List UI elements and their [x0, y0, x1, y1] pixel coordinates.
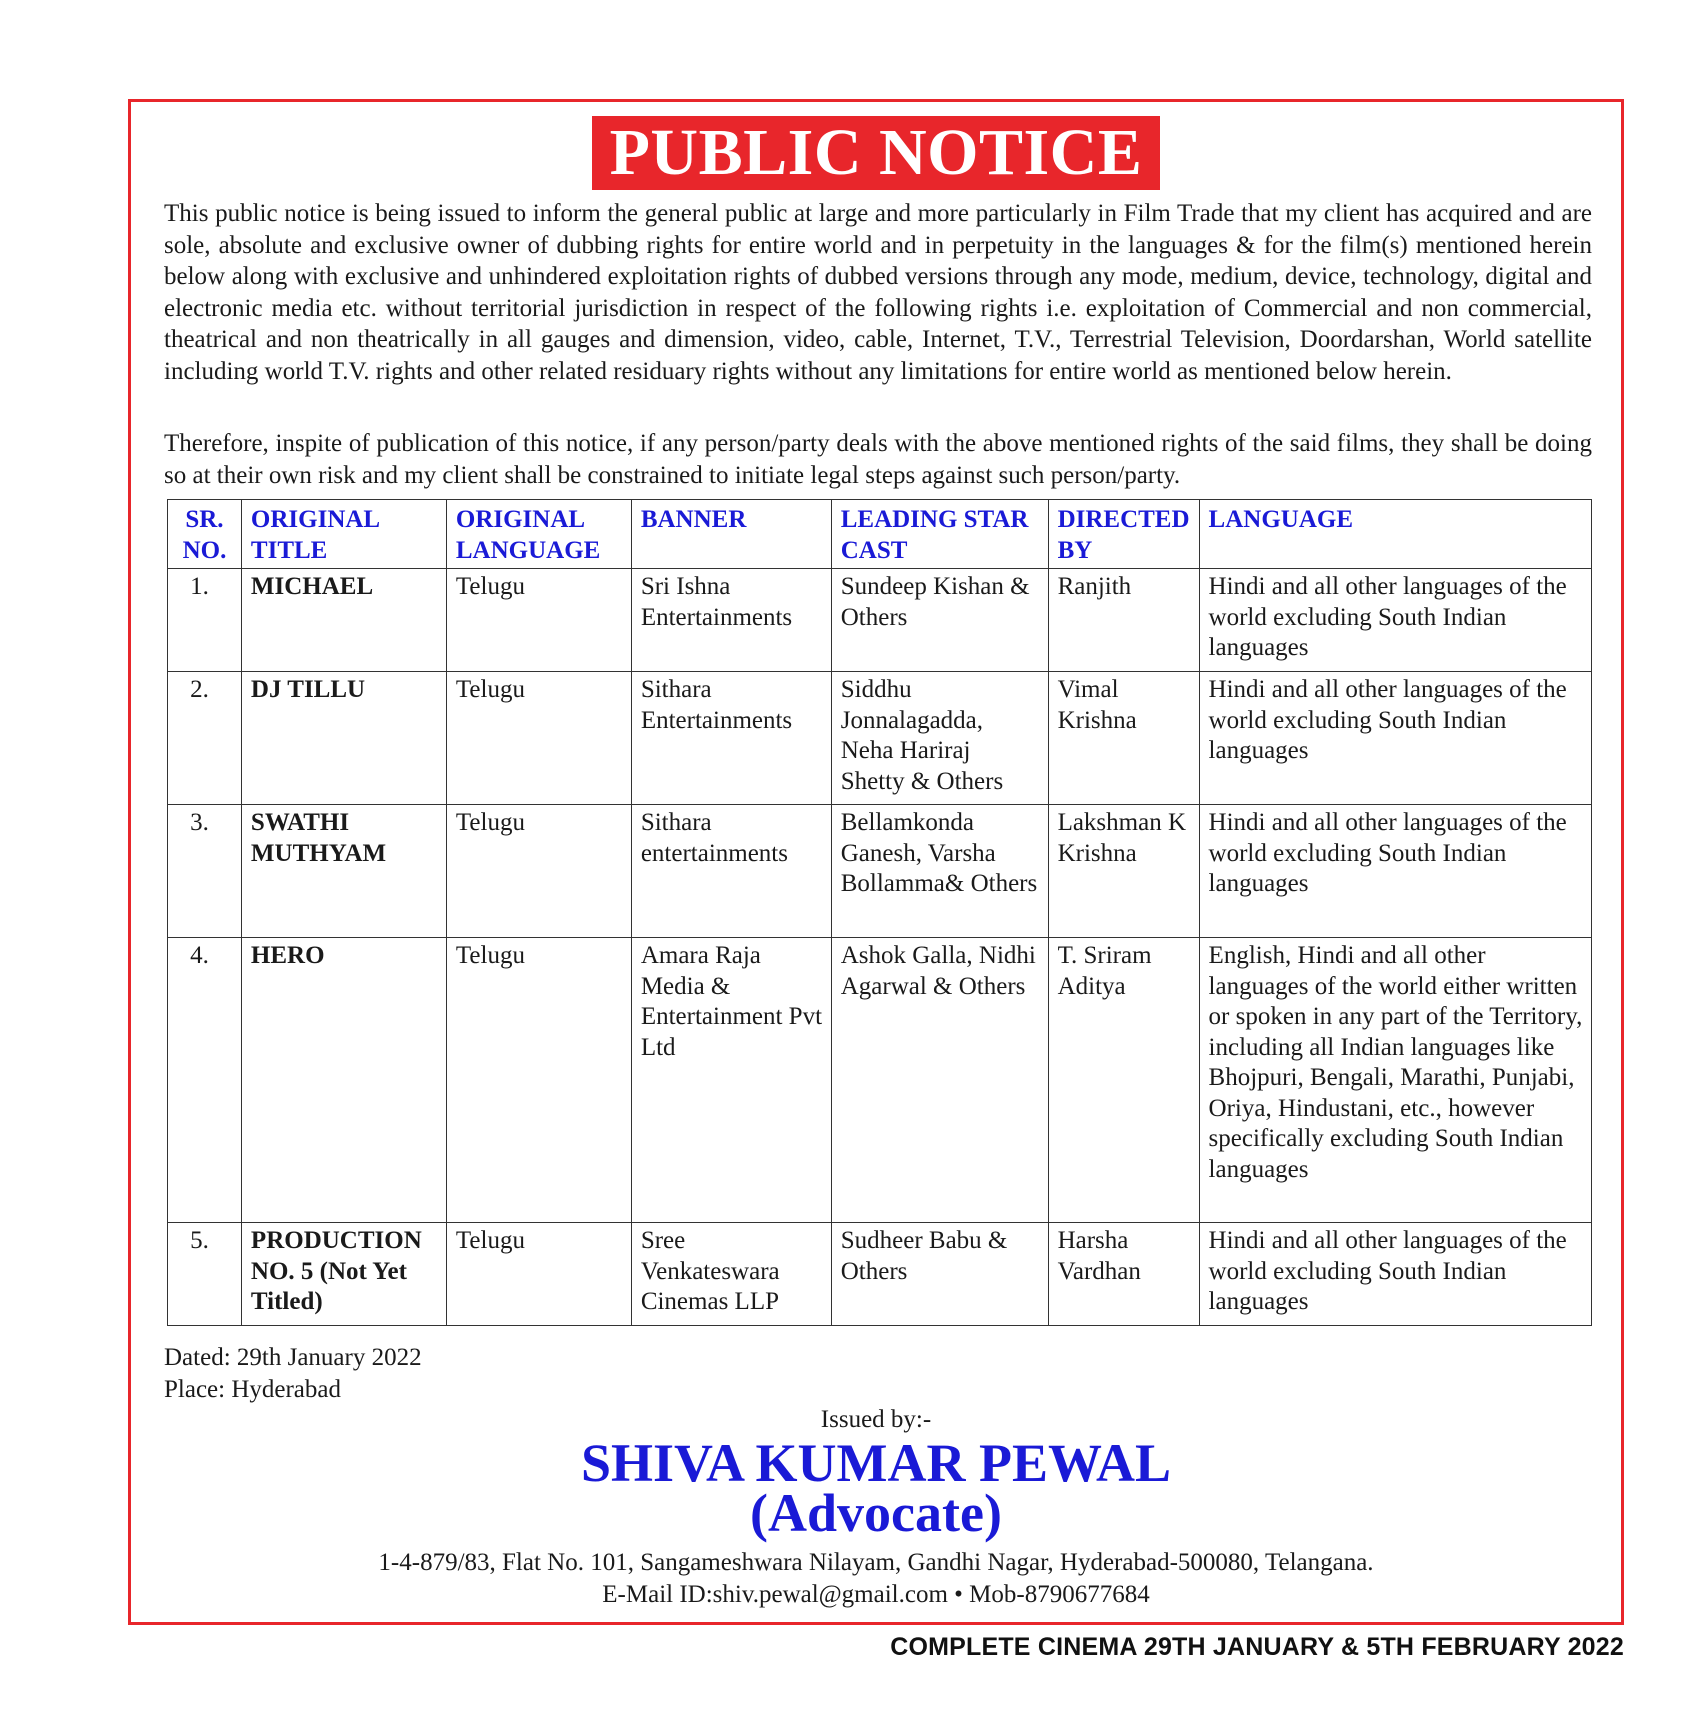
cell-banner: Sithara Entertainments	[631, 672, 831, 805]
cell-language: English, Hindi and all other languages of the world either written or spoken in any part of the Territory, including all Indian languages like Bhojpuri, Bengali, Marathi, Punjabi, Oriya, Hindustani, etc., however specifically excluding South Indian languages	[1199, 938, 1591, 1223]
cell-cast: Sudheer Babu & Others	[831, 1223, 1048, 1326]
header-leading-star-cast: LEADING STAR CAST	[831, 500, 1048, 569]
notice-border	[128, 99, 1624, 1625]
publication-footer: COMPLETE CINEMA 29TH JANUARY & 5TH FEBRUARY 2022	[890, 1633, 1624, 1661]
header-original-language: ORIGINAL LANGUAGE	[446, 500, 631, 569]
notice-place: Place: Hyderabad	[164, 1376, 342, 1403]
cell-cast: Siddhu Jonnalagadda, Neha Hariraj Shetty & Others	[831, 672, 1048, 805]
cell-title: HERO	[241, 938, 446, 1223]
cell-sr-no: 3.	[168, 805, 242, 938]
table-header-row	[168, 500, 1592, 569]
cell-sr-no: 4.	[168, 938, 242, 1223]
cell-director: Ranjith	[1048, 569, 1199, 672]
cell-cast: Ashok Galla, Nidhi Agarwal & Others	[831, 938, 1048, 1223]
table-row	[168, 672, 1592, 805]
cell-banner: Sithara entertainments	[631, 805, 831, 938]
cell-title: DJ TILLU	[241, 672, 446, 805]
cell-banner: Sri Ishna Entertainments	[631, 569, 831, 672]
issuer-address: 1-4-879/83, Flat No. 101, Sangameshwara Nilayam, Gandhi Nagar, Hyderabad-500080, Telangana.	[378, 1549, 1374, 1576]
table-row	[168, 569, 1592, 672]
cell-original-language: Telugu	[446, 938, 631, 1223]
cell-title: MICHAEL	[241, 569, 446, 672]
header-original-title: ORIGINAL TITLE	[241, 500, 446, 569]
notice-date: Dated: 29th January 2022	[164, 1344, 422, 1371]
header-banner: BANNER	[631, 500, 831, 569]
issuer-name: SHIVA KUMAR PEWAL	[580, 1433, 1172, 1493]
table-row	[168, 805, 1592, 938]
table-row	[168, 938, 1592, 1223]
cell-original-language: Telugu	[446, 672, 631, 805]
cell-sr-no: 2.	[168, 672, 242, 805]
notice-title: PUBLIC NOTICE	[592, 116, 1161, 190]
cell-language: Hindi and all other languages of the world excluding South Indian languages	[1199, 1223, 1591, 1326]
cell-banner: Sree Venkateswara Cinemas LLP	[631, 1223, 831, 1326]
cell-director: Vimal Krishna	[1048, 672, 1199, 805]
cell-director: Harsha Vardhan	[1048, 1223, 1199, 1326]
issuer-role: (Advocate)	[750, 1483, 1002, 1543]
table-row	[168, 1223, 1592, 1326]
header-directed-by: DIRECTED BY	[1048, 500, 1199, 569]
cell-language: Hindi and all other languages of the world excluding South Indian languages	[1199, 569, 1591, 672]
issuer-contact: E-Mail ID:shiv.pewal@gmail.com • Mob-8790677684	[602, 1581, 1150, 1608]
cell-sr-no: 5.	[168, 1223, 242, 1326]
cell-director: T. Sriram Aditya	[1048, 938, 1199, 1223]
cell-original-language: Telugu	[446, 805, 631, 938]
issued-by-label: Issued by:-	[820, 1406, 932, 1433]
notice-paragraph-warning: Therefore, inspite of publication of this notice, if any person/party deals with the above mentioned rights of the said films, they shall be doing so at their own risk and my client shall be constrained to initiate legal steps against such person/party.	[164, 430, 1592, 489]
cell-sr-no: 1.	[168, 569, 242, 672]
cell-language: Hindi and all other languages of the world excluding South Indian languages	[1199, 805, 1591, 938]
notice-paragraph-intro: This public notice is being issued to inform the general public at large and more particularly in Film Trade that my client has acquired and are sole, absolute and exclusive owner of dubbing rights for entire world and in perpetuity in the languages & for the film(s) mentioned herein below along with exclusive and unhindered exploitation rights of dubbed versions through any mode, medium, device, technology, digital and electronic media etc. without territorial jurisdiction in respect of the following rights i.e. exploitation of Commercial and non commercial, theatrical and non theatrically in all gauges and dimension, video, cable, Internet, T.V., Terrestrial Television, Doordarshan, World satellite including world T.V. rights and other related residuary rights without any limitations for entire world as mentioned below herein.	[164, 200, 1592, 385]
films-table	[167, 499, 1592, 1326]
cell-cast: Bellamkonda Ganesh, Varsha Bollamma& Others	[831, 805, 1048, 938]
cell-original-language: Telugu	[446, 1223, 631, 1326]
cell-title: SWATHI MUTHYAM	[241, 805, 446, 938]
cell-banner: Amara Raja Media & Entertainment Pvt Ltd	[631, 938, 831, 1223]
cell-title: PRODUCTION NO. 5 (Not Yet Titled)	[241, 1223, 446, 1326]
header-language: LANGUAGE	[1199, 500, 1591, 569]
cell-original-language: Telugu	[446, 569, 631, 672]
header-sr-no: SR. NO.	[168, 500, 242, 569]
cell-cast: Sundeep Kishan & Others	[831, 569, 1048, 672]
cell-director: Lakshman K Krishna	[1048, 805, 1199, 938]
cell-language: Hindi and all other languages of the world excluding South Indian languages	[1199, 672, 1591, 805]
